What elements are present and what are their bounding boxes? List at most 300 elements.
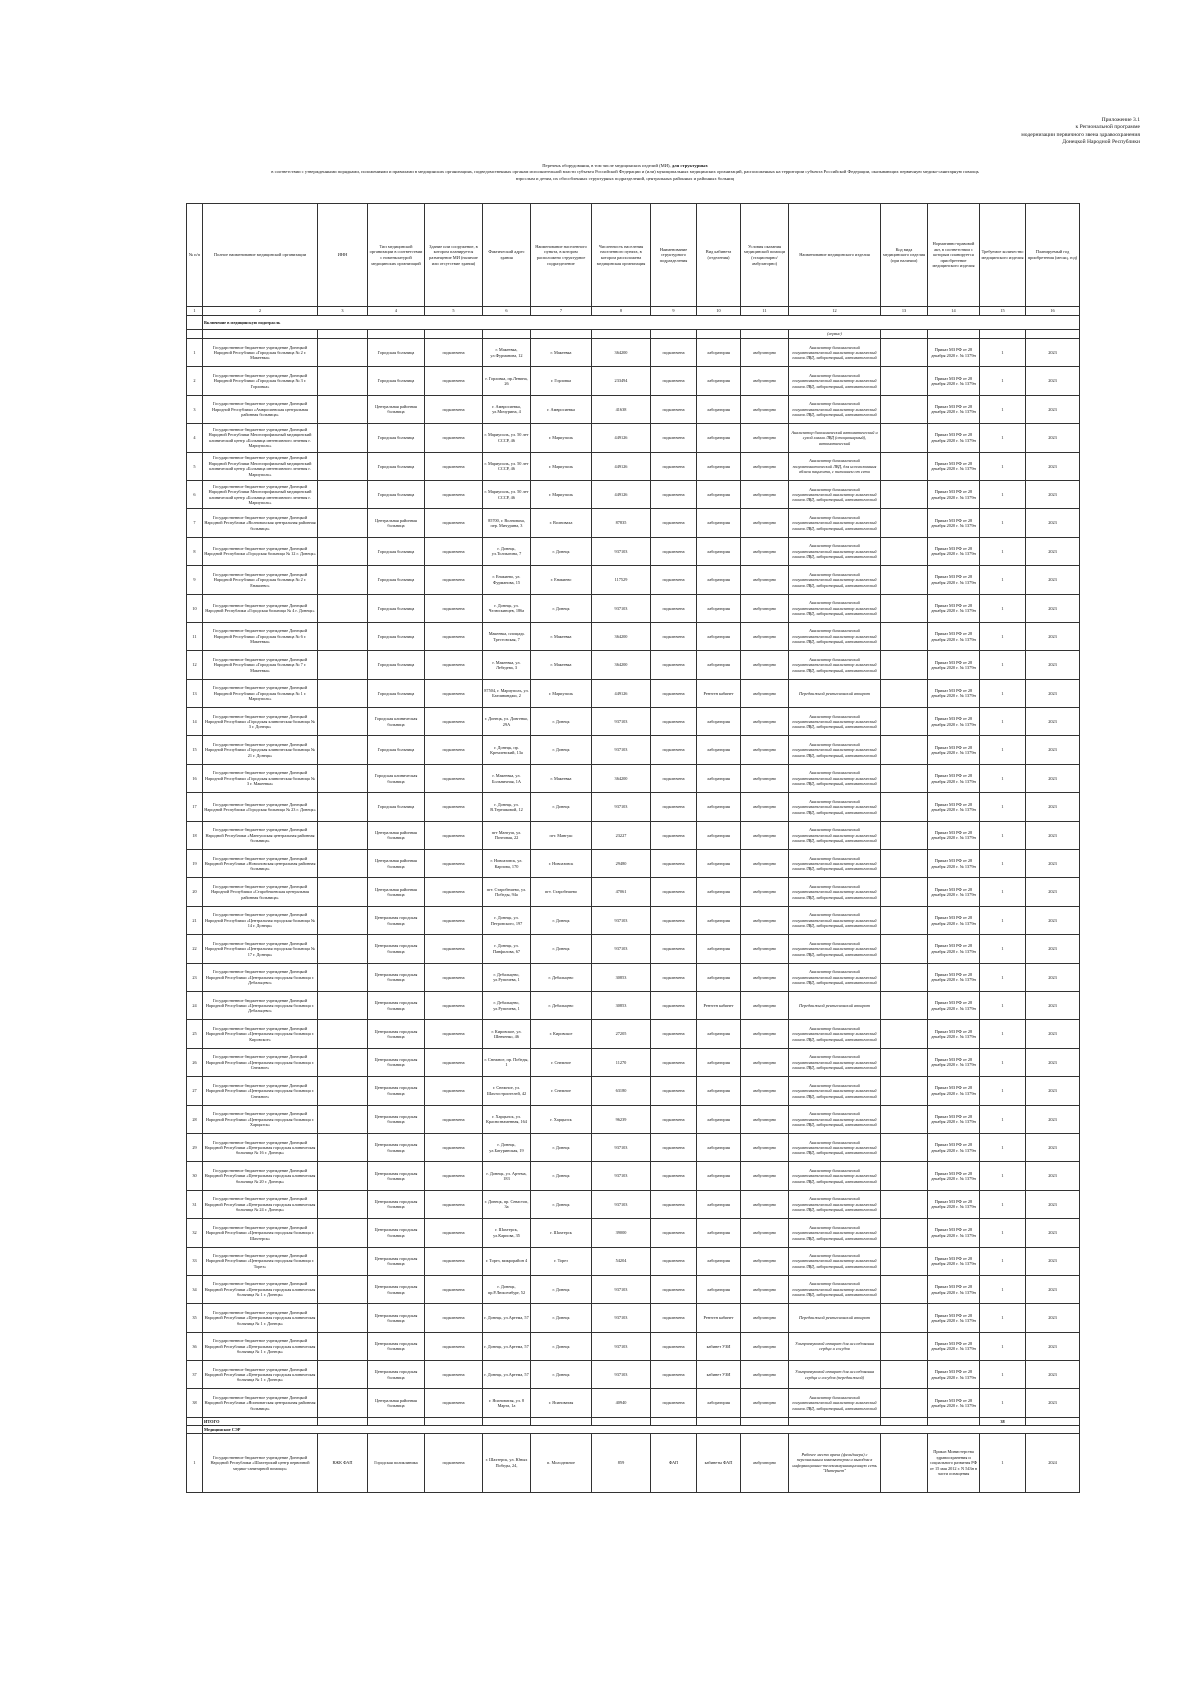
organization-type: Центральная городская больница [368,1247,425,1275]
purchase-year: 2023 [1026,537,1080,565]
care-conditions: амбулаторно [741,1389,789,1417]
legal-act: Приказ МЗ РФ от 28 декабря 2020 г. № 1379н [928,793,980,821]
purchase-year: 2023 [1026,821,1080,849]
population: 29480 [592,850,651,878]
row-number: 3 [187,395,203,423]
inn [318,736,368,764]
structural-unit: подключена [651,537,697,565]
building-status: подключена [425,339,483,367]
quantity: 1 [980,1162,1026,1190]
building-status: подключена [425,1219,483,1247]
device-code [881,850,928,878]
cabinet-type: лаборатория [697,821,741,849]
cabinet-type: лаборатория [697,1105,741,1133]
building-status: подключена [425,367,483,395]
organization-name: Государственное бюджетное учреждение Донецкой Народной Республики «Амвросиевская центральная районная больница» [203,395,318,423]
quantity: 1 [980,1077,1026,1105]
quantity: 1 [980,566,1026,594]
table-row [187,764,1080,792]
legal-act: Приказ МЗ РФ от 28 декабря 2020 г. № 1379н [928,821,980,849]
table-row [187,1105,1080,1133]
total-cell [928,1417,980,1425]
device-name: Анализатор биохимический полуавтоматический анализатор химический планов ЛВД, лабораторный, автоматический [789,793,881,821]
device-code [881,1389,928,1417]
row-number: 23 [187,963,203,991]
table-row [187,594,1080,622]
organization-type: Городская больница [368,339,425,367]
settlement: г. Харцызск [531,1105,592,1133]
structural-unit: подключена [651,1361,697,1389]
settlement: г. Донецк [531,594,592,622]
purchase-year: 2023 [1026,764,1080,792]
table-row [187,679,1080,707]
cabinet-type: лаборатория [697,367,741,395]
device-code [881,594,928,622]
building-status: подключена [425,1190,483,1218]
organization-name: Государственное бюджетное учреждение Донецкой Народной Республики «Шахтерский центр первичной медико-санитарной помощи» [203,1433,318,1492]
row-number: 37 [187,1361,203,1389]
address: г. Снежное, ул. Шахтостроителей, 42 [483,1077,531,1105]
inn [318,1219,368,1247]
settlement: г. Донецк [531,935,592,963]
table-row [187,821,1080,849]
device-code [881,566,928,594]
organization-type: Городская больница [368,594,425,622]
cabinet-type: лаборатория [697,424,741,452]
care-conditions: амбулаторно [741,991,789,1019]
organization-type: Центральная городская больница [368,1190,425,1218]
care-conditions: амбулаторно [741,679,789,707]
total-cell [483,1417,531,1425]
legal-act: Приказ МЗ РФ от 28 декабря 2020 г. № 1379н [928,850,980,878]
row-number: 24 [187,991,203,1019]
legal-act: Приказ МЗ РФ от 28 декабря 2020 г. № 1379н [928,1304,980,1332]
population: 364200 [592,651,651,679]
row-number: 19 [187,850,203,878]
purchase-year: 2023 [1026,1275,1080,1303]
row-number: 11 [187,622,203,650]
quantity: 1 [980,935,1026,963]
device-name: Анализатор биохимический полуавтоматический анализатор химический планов ЛВД, лабораторный, автоматический [789,537,881,565]
building-status: подключена [425,1332,483,1360]
column-header: Тип медицинской организации в соответствии с номенклатурой медицинских организаций [368,204,425,307]
cabinet-type: лаборатория [697,764,741,792]
quantity: 1 [980,1304,1026,1332]
building-status: подключена [425,963,483,991]
heading-line1-bold: для структурных [671,163,708,168]
organization-name: Государственное бюджетное учреждение Донецкой Народной Республики «Новоазовская центральная районная больница» [203,850,318,878]
inn [318,367,368,395]
device-name: Анализатор биохимический полуавтоматический анализатор химический планов ЛВД, лабораторный, автоматический [789,850,881,878]
organization-name: Государственное бюджетное учреждение Донецкой Народной Республики «Городская больница № 2 г. Енакиево» [203,566,318,594]
cabinet-type: лаборатория [697,1048,741,1076]
cabinet-type: лаборатория [697,509,741,537]
legal-act: Приказ МЗ РФ от 28 декабря 2020 г. № 1379н [928,395,980,423]
column-header: Полное наименование медицинской организации [203,204,318,307]
quantity: 1 [980,424,1026,452]
inn [318,878,368,906]
row-number: 25 [187,1020,203,1048]
device-code [881,480,928,508]
organization-name: Государственное бюджетное учреждение Донецкой Народной Республики «Волновахская центральная районная больница» [203,509,318,537]
address: г. Амвросиевка, ул.Мичурина, 4 [483,395,531,423]
structural-unit: подключена [651,764,697,792]
address: г. Новоазовск, ул. Карпова, 170 [483,850,531,878]
device-code [881,906,928,934]
device-name: Анализатор биохимический полуавтоматический анализатор химический планов ЛВД, лабораторный, автоматический [789,1048,881,1076]
table-row [187,878,1080,906]
organization-type: Центральная городская больница [368,906,425,934]
purchase-year: 2023 [1026,878,1080,906]
settlement: г. Снежное [531,1048,592,1076]
section-title: Медицинские СЭР [203,1425,1080,1433]
organization-name: Государственное бюджетное учреждение Донецкой Народной Республики «Городская больница № 6 г. Макеевка» [203,622,318,650]
purchase-year [1026,330,1080,339]
total-quantity: 38 [980,1417,1026,1425]
device-code [881,395,928,423]
inn [318,906,368,934]
device-name: Анализатор биохимический полуавтоматический анализатор химический планов ЛВД, лабораторный, автоматический [789,1105,881,1133]
row-number: 15 [187,736,203,764]
quantity: 1 [980,480,1026,508]
section-cell [187,1425,203,1433]
quantity: 1 [980,850,1026,878]
care-conditions: амбулаторно [741,906,789,934]
device-name: Анализатор биохимический полуавтоматический анализатор химический планов ЛВД, лабораторный, автоматический [789,708,881,736]
device-code [881,424,928,452]
organization-name: Государственное бюджетное учреждение Донецкой Народной Республики «Центральная городская больница г. Снежное» [203,1077,318,1105]
address: пгт. Старобешево, ул. Победы, 94а [483,878,531,906]
settlement: г. Донецк [531,1162,592,1190]
organization-type: Центральная городская больница [368,1133,425,1161]
table-row [187,367,1080,395]
quantity: 1 [980,1361,1026,1389]
organization-name: Государственное бюджетное учреждение Донецкой Народной Республики «Городская клиническая больница № 21 г. Донецк» [203,736,318,764]
row-number: 32 [187,1219,203,1247]
heading-line: в соответствии с утвержденными порядками, положениями и правилами в медицинских организациях, подведомственных органам исполнительной власти субъекта Российской Федерации и (или) муниципальных медицинских организаций, расположенных на территории субъекта Российской Федерации, оказывающих первичную медико-санитарную помощь [271,169,979,175]
quantity: 1 [980,878,1026,906]
address: г. Донецк, ул. Довгенко, 29А [483,708,531,736]
population: 449126 [592,679,651,707]
inn [318,1247,368,1275]
table-row [187,708,1080,736]
row-number: 16 [187,764,203,792]
legal-act: Приказ МЗ РФ от 28 декабря 2020 г. № 1379н [928,339,980,367]
row-number: 18 [187,821,203,849]
address: г. Макеевка, ул.Фурманова, 12 [483,339,531,367]
population: 859 [592,1433,651,1492]
settlement: г. Макеевка [531,339,592,367]
inn [318,452,368,480]
row-number: 14 [187,708,203,736]
building-status: подключена [425,594,483,622]
inn [318,1389,368,1417]
organization-type: Центральная городская больница [368,1077,425,1105]
table-row [187,339,1080,367]
purchase-year: 2023 [1026,1389,1080,1417]
address: г. Донецк, ул.Артема, 57 [483,1361,531,1389]
device-name: Анализатор биохимический полуавтоматический анализатор химический планов ЛВД, лабораторный, автоматический [789,1275,881,1303]
device-code [881,367,928,395]
row-number: 5 [187,452,203,480]
care-conditions: амбулаторно [741,1275,789,1303]
population: 11270 [592,1048,651,1076]
column-header: Численность населения населенного пункта, в котором расположена медицинская организация [592,204,651,307]
population: 937103 [592,935,651,963]
care-conditions: амбулаторно [741,850,789,878]
settlement: п. Молодежное [531,1433,592,1492]
care-conditions: амбулаторно [741,424,789,452]
device-name: Анализатор биохимический полуавтоматический анализатор химический планов ЛВД, лабораторный, автоматический [789,480,881,508]
purchase-year: 2023 [1026,1332,1080,1360]
building-status: подключена [425,424,483,452]
building-status [425,330,483,339]
inn [318,330,368,339]
purchase-year: 2023 [1026,708,1080,736]
inn [318,1190,368,1218]
structural-unit: подключена [651,1020,697,1048]
settlement: г. Новоазовск [531,850,592,878]
row-number: 6 [187,480,203,508]
structural-unit: подключена [651,878,697,906]
device-name: Анализатор биохимический полуавтоматический анализатор химический планов ЛВД, лабораторный, автоматический [789,906,881,934]
column-number: 16 [1026,307,1080,316]
legal-act: Приказ МЗ РФ от 28 декабря 2020 г. № 1379н [928,708,980,736]
population: 937103 [592,1332,651,1360]
row-number: 35 [187,1304,203,1332]
device-name: Анализатор биохимический полуавтоматический анализатор химический планов ЛВД, лабораторный, автоматический [789,1077,881,1105]
population: 937103 [592,1133,651,1161]
settlement: г. Донецк [531,708,592,736]
legal-act: Приказ МЗ РФ от 28 декабря 2020 г. № 1379н [928,480,980,508]
row-number: 9 [187,566,203,594]
legal-act: Приказ МЗ РФ от 28 декабря 2020 г. № 1379н [928,424,980,452]
table-row [187,1247,1080,1275]
settlement: г. Донецк [531,1190,592,1218]
device-code [881,537,928,565]
building-status: подключена [425,793,483,821]
cabinet-type: лаборатория [697,480,741,508]
purchase-year: 2023 [1026,1133,1080,1161]
care-conditions: амбулаторно [741,821,789,849]
appendix-line: модернизации первичного звена здравоохранения [1021,131,1140,138]
appendix-line: Донецкой Народной Республики [1062,139,1140,146]
device-name: Передвижной рентгеновский аппарат [789,991,881,1019]
structural-unit: подключена [651,1389,697,1417]
population: 87835 [592,509,651,537]
device-code [881,339,928,367]
structural-unit: подключена [651,424,697,452]
population: 41638 [592,395,651,423]
structural-unit: подключена [651,1190,697,1218]
table-row [187,736,1080,764]
building-status: подключена [425,708,483,736]
structural-unit: подключена [651,1077,697,1105]
table-row [187,424,1080,452]
device-code [881,679,928,707]
address: г. Донецк, ул. Петровского, 197 [483,906,531,934]
cabinet-type: лаборатория [697,1020,741,1048]
table-row [187,480,1080,508]
quantity: 1 [980,963,1026,991]
legal-act: Приказ МЗ РФ от 28 декабря 2020 г. № 1379н [928,1133,980,1161]
inn [318,339,368,367]
care-conditions: амбулаторно [741,537,789,565]
row-number: 10 [187,594,203,622]
structural-unit [651,330,697,339]
structural-unit: подключена [651,367,697,395]
settlement: г. Донецк [531,906,592,934]
column-number: 3 [318,307,368,316]
address: 87504, г. Мариуполь, ул. Бахчиванджи, 2 [483,679,531,707]
organization-name: Государственное бюджетное учреждение Донецкой Народной Республики «Центральная городская больница г. Шахтерск» [203,1219,318,1247]
cabinet-type: кабинеты ФАП [697,1433,741,1492]
organization-name: Государственное бюджетное учреждение Донецкой Народной Республики «Центральная городская клиническая больница № 20 г. Донецк» [203,1162,318,1190]
legal-act: Приказ МЗ РФ от 28 декабря 2020 г. № 1379н [928,1247,980,1275]
inn [318,651,368,679]
cabinet-type: лаборатория [697,736,741,764]
organization-type: Центральная городская больница [368,1048,425,1076]
care-conditions: амбулаторно [741,480,789,508]
organization-name: Государственное бюджетное учреждение Донецкой Народной Республики «Городская больница № 1 г. Мариуполь» [203,679,318,707]
legal-act: Приказ МЗ РФ от 28 декабря 2020 г. № 1379н [928,622,980,650]
inn [318,1361,368,1389]
organization-name: Государственное бюджетное учреждение Донецкой Народной Республики «Мангушская центральная районная больница» [203,821,318,849]
building-status: подключена [425,1133,483,1161]
care-conditions: амбулаторно [741,1361,789,1389]
inn: ВЖК ФАП [318,1433,368,1492]
total-cell [318,1417,368,1425]
table-row [187,1133,1080,1161]
column-number-row [187,307,1080,316]
settlement: г. Снежное [531,1077,592,1105]
settlement: г. Донецк [531,736,592,764]
legal-act: Приказ Министерства здравоохранения и социального развития РФ от 15 мая 2012 г. N 543н в части оснащения [928,1433,980,1492]
row-number: 1 [187,1433,203,1492]
device-code [881,991,928,1019]
section-title: Включение в медицинскую подотрасль [203,316,1080,330]
purchase-year: 2023 [1026,1361,1080,1389]
column-number: 2 [203,307,318,316]
inn [318,991,368,1019]
device-code [881,963,928,991]
purchase-year: 2023 [1026,906,1080,934]
organization-name: Государственное бюджетное учреждение Донецкой Народной Республики «Городская больница № 7 г. Макеевка» [203,651,318,679]
total-cell [592,1417,651,1425]
quantity: 1 [980,1105,1026,1133]
device-code [881,1275,928,1303]
structural-unit: подключена [651,509,697,537]
structural-unit: подключена [651,1275,697,1303]
cabinet-type: лаборатория [697,1219,741,1247]
column-header: Наименование структурного подразделения [651,204,697,307]
cabinet-type: лаборатория [697,850,741,878]
care-conditions: амбулаторно [741,1247,789,1275]
organization-type: Центральная районная больница [368,395,425,423]
quantity: 1 [980,537,1026,565]
quantity: 1 [980,1133,1026,1161]
organization-type: Городская больница [368,480,425,508]
device-code [881,330,928,339]
building-status: подключена [425,480,483,508]
row-number: 21 [187,906,203,934]
population: 27205 [592,1020,651,1048]
address: г. Ясиноватая, ул. 8 Марта, 1а [483,1389,531,1417]
table-row [187,566,1080,594]
device-name: Анализатор биохимический полуавтоматический анализатор химический планов ЛВД, лабораторный, автоматический [789,651,881,679]
device-name: Ультразвуковой аппарат для исследования сердца и сосудов [789,1332,881,1360]
quantity: 1 [980,736,1026,764]
building-status: подключена [425,1077,483,1105]
table-row [187,622,1080,650]
purchase-year: 2023 [1026,1077,1080,1105]
table-row [187,1190,1080,1218]
legal-act: Приказ МЗ РФ от 28 декабря 2020 г. № 1379н [928,1332,980,1360]
purchase-year: 2023 [1026,1020,1080,1048]
device-code [881,1020,928,1048]
structural-unit: подключена [651,850,697,878]
table-row [187,1361,1080,1389]
address: г. Снежное, пр. Победы, 1 [483,1048,531,1076]
address: г. Донецк, ул.Батуринская, 19 [483,1133,531,1161]
total-cell [531,1417,592,1425]
table-row [187,1389,1080,1417]
row-number: 17 [187,793,203,821]
building-status: подключена [425,935,483,963]
structural-unit: подключена [651,594,697,622]
column-number: 10 [697,307,741,316]
building-status: подключена [425,566,483,594]
population: 937103 [592,594,651,622]
settlement: г. Макеевка [531,764,592,792]
device-code [881,1077,928,1105]
organization-name: Государственное бюджетное учреждение Донецкой Народной Республики «Центральная городская клиническая больница № 24 г. Донецк» [203,1190,318,1218]
organization-name: Государственное бюджетное учреждение Донецкой Народной Республики «Центральная городская клиническая больница № 1 г. Донецк» [203,1332,318,1360]
organization-name: Государственное бюджетное учреждение Донецкой Народной Республики «Центральная городская больница г. Дебальцево» [203,991,318,1019]
table-row [187,452,1080,480]
organization-type: Центральная городская больница [368,963,425,991]
quantity: 1 [980,339,1026,367]
column-header: Здание или сооружение, в котором планируется размещение МИ (наличие или отсутствие здания) [425,204,483,307]
quantity: 1 [980,793,1026,821]
cabinet-type: лаборатория [697,651,741,679]
building-status: подключена [425,395,483,423]
quantity: 1 [980,367,1026,395]
inn [318,1105,368,1133]
settlement: г. Шахтерск [531,1219,592,1247]
legal-act: Приказ МЗ РФ от 28 декабря 2020 г. № 1379н [928,537,980,565]
organization-name [203,330,318,339]
population: 40940 [592,1389,651,1417]
population: 364200 [592,339,651,367]
care-conditions: амбулаторно [741,878,789,906]
address: г. Мариуполь, ул. 50 лет СССР, 46 [483,480,531,508]
address: г. Донецк, ул.Артема, 57 [483,1332,531,1360]
population: 937103 [592,906,651,934]
care-conditions: амбулаторно [741,935,789,963]
building-status: подключена [425,1162,483,1190]
organization-type: Центральная районная больница [368,1389,425,1417]
legal-act: Приказ МЗ РФ от 28 декабря 2020 г. № 1379н [928,1048,980,1076]
table-row [187,651,1080,679]
cabinet-type [697,330,741,339]
building-status: подключена [425,1105,483,1133]
settlement: г. Донецк [531,1332,592,1360]
purchase-year: 2023 [1026,339,1080,367]
device-code [881,821,928,849]
inn [318,1304,368,1332]
population: 23227 [592,821,651,849]
